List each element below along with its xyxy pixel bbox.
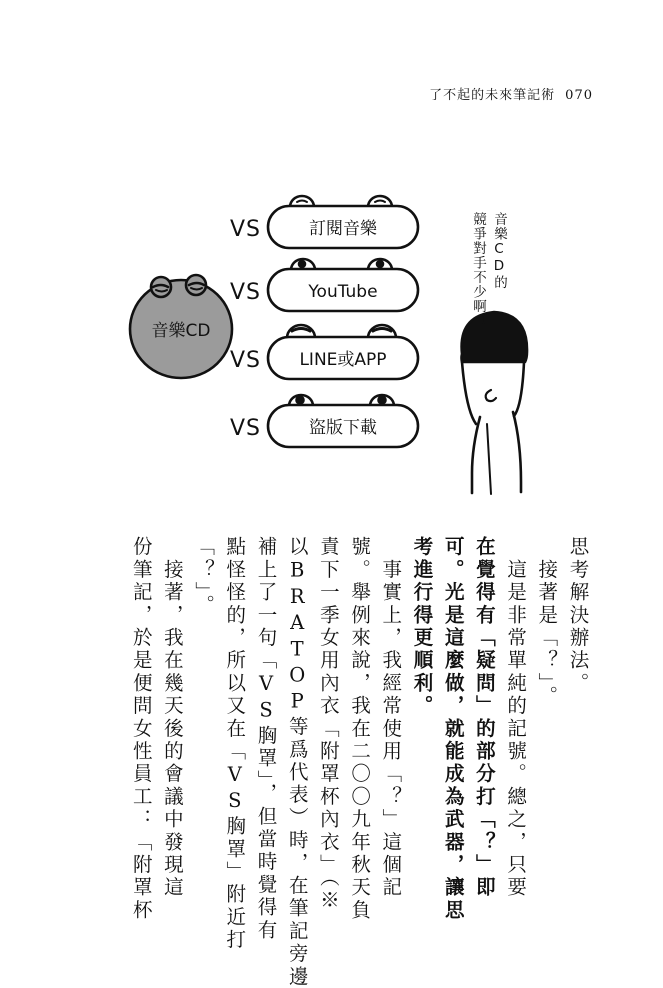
competitor-label: 盜版下載 [309,418,377,438]
text-column: 考進行得更順利。 [410,536,434,718]
text-column: 責下一季女用內衣「附罩杯內衣」（※ [316,536,340,913]
page-number: 070 [565,88,593,103]
vs-label: VS [230,217,262,242]
boy-figure [462,312,528,494]
text-column: 接著是「？」。 [535,536,559,708]
vs-label: VS [230,348,262,373]
speech-line-1: 音樂CD的 [491,212,507,290]
competitor-label: LINE或APP [299,350,387,370]
text-column: 號。舉例來說，我在二〇〇九年秋天負 [348,536,372,922]
text-column: 接著，我在幾天後的會議中發現這 [160,536,184,900]
text-column: 份筆記，於是便問女性員工：「附罩杯 [129,536,153,922]
vs-label: VS [230,416,262,441]
text-column: 在覺得有「疑問」的部分打「？」即 [472,536,496,900]
text-column: 事實上，我經常使用「？」這個記 [379,536,403,900]
speech-line-2: 競爭對手不少啊！ [470,212,486,328]
text-column: 這是非常單純的記號。總之，只要 [504,536,528,900]
text-column: 思考解決辦法。 [566,536,590,695]
text-column: 點怪怪的，所以又在「VS胸罩」附近打 [223,536,247,952]
text-column: 「？」。 [192,536,216,618]
book-title: 了不起的未來筆記術 [429,88,556,103]
competitor-label: YouTube [308,282,378,302]
text-column: 以BRATOP等爲代表）時，在筆記旁邊 [285,536,309,988]
competitor-label: 訂閱音樂 [309,219,377,239]
center-frog-label: 音樂CD [151,321,211,341]
vs-label: VS [230,280,262,305]
text-column: 補上了一句「VS胸罩」，但當時覺得有 [254,536,278,942]
text-column: 可。光是這麼做，就能成為武器，讓思 [441,536,465,922]
